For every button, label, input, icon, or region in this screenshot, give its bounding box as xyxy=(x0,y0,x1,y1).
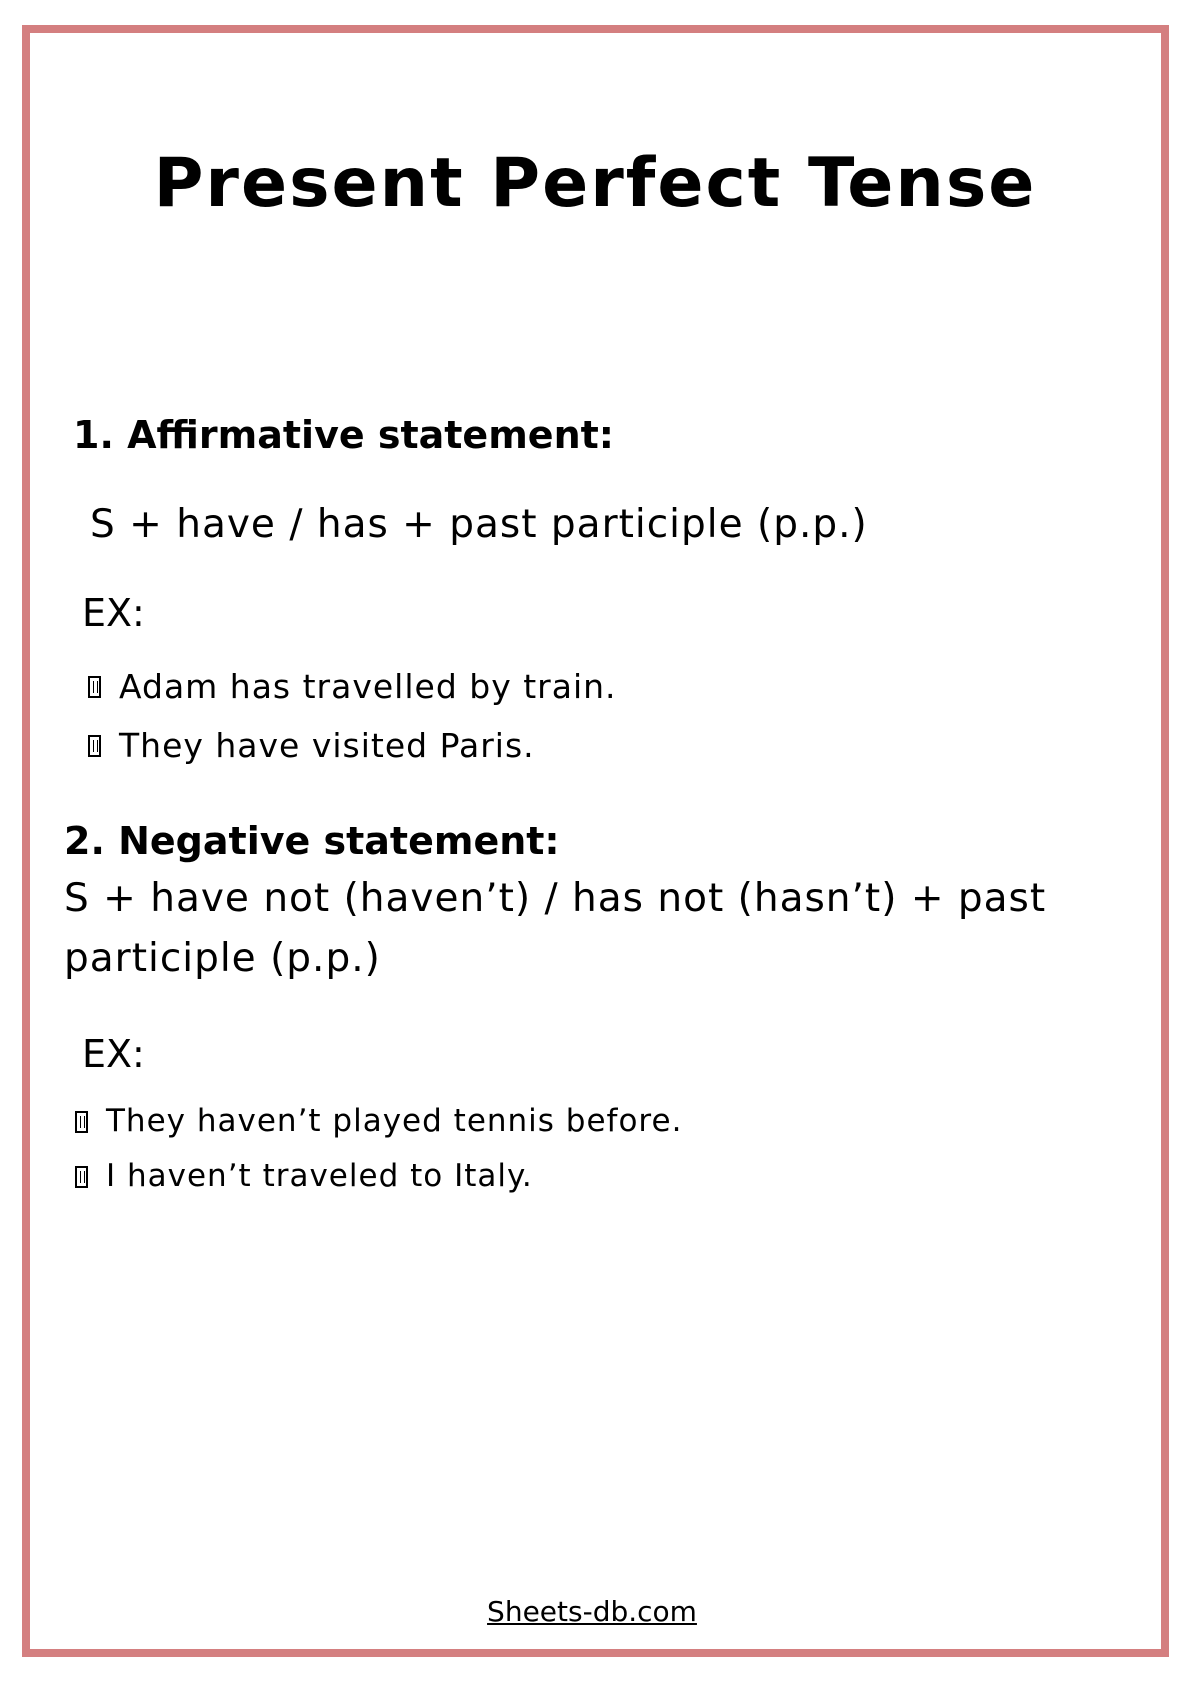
page-title: Present Perfect Tense xyxy=(153,144,1037,223)
example-item xyxy=(75,1158,533,1194)
example-text: They have visited Paris. xyxy=(119,726,535,765)
box-glyph-icon xyxy=(75,1166,88,1188)
ex-label-affirmative: EX: xyxy=(82,591,145,635)
example-text: I haven’t traveled to Italy. xyxy=(106,1158,533,1194)
example-text: They haven’t played tennis before. xyxy=(106,1103,683,1139)
box-glyph-icon xyxy=(88,735,101,757)
footer-text[interactable]: Sheets-db.com xyxy=(487,1595,697,1628)
ex-label-negative: EX: xyxy=(82,1032,145,1076)
example-item xyxy=(88,726,535,765)
box-glyph-icon xyxy=(75,1111,88,1133)
example-text: Adam has travelled by train. xyxy=(119,667,617,706)
formula-affirmative: S + have / has + past participle (p.p.) xyxy=(90,502,868,547)
formula-negative: S + have not (haven’t) / has not (hasn’t) + past participle (p.p.) xyxy=(64,876,1047,981)
box-glyph-icon xyxy=(88,676,101,698)
section-heading-affirmative: 1. Affirmative statement: xyxy=(73,413,614,457)
example-item xyxy=(75,1103,683,1139)
footer-site-link[interactable] xyxy=(0,1595,1190,1628)
section-heading-negative: 2. Negative statement: xyxy=(64,819,560,863)
example-item xyxy=(88,667,617,706)
